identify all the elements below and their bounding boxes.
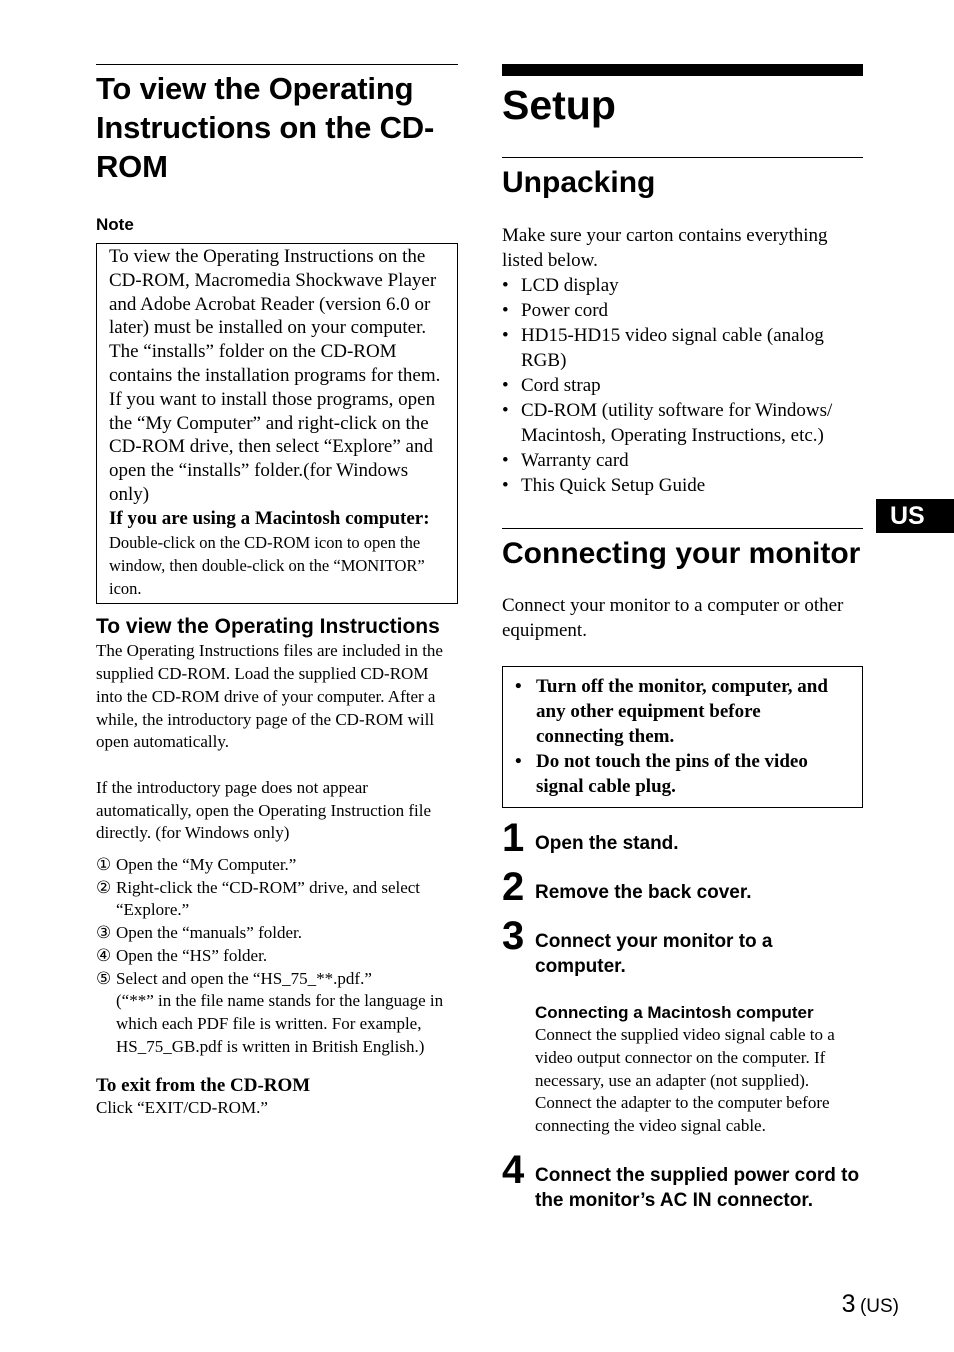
step-number: 1 bbox=[502, 816, 525, 860]
setup-step bbox=[502, 1147, 863, 1213]
view-instructions-heading: To view the Operating Instructions bbox=[96, 615, 440, 639]
chapter-bar bbox=[502, 64, 863, 76]
list-item: • HD15-HD15 video signal cable (analog RGB) bbox=[502, 325, 824, 371]
section-rule bbox=[502, 528, 863, 529]
step-number: 2 bbox=[502, 865, 525, 909]
step-number: 4 bbox=[502, 1147, 525, 1192]
step-text: Open the stand. bbox=[535, 833, 679, 854]
cd-rom-section-title: To view the Operating Instructions on the CD-ROM bbox=[96, 71, 435, 184]
note-paragraph: If you want to install those programs, open the “My Computer” and right-click on the CD-ROM drive, then select “Explore” and open the “installs” folder.(for Windows only) bbox=[109, 388, 436, 505]
left-column bbox=[96, 64, 458, 1120]
section-rule bbox=[502, 157, 863, 158]
circled-number: ⑤ bbox=[96, 968, 112, 989]
setup-step bbox=[502, 816, 863, 860]
setup-step bbox=[502, 865, 863, 909]
carton-items-list bbox=[502, 273, 863, 498]
list-item: ② Right-click the “CD-ROM” drive, and select “Explore.” bbox=[96, 877, 458, 922]
setup-step bbox=[502, 914, 863, 979]
page-number-value: 3 bbox=[841, 1290, 856, 1318]
step-text: Remove the back cover. bbox=[535, 882, 752, 903]
step-number: 3 bbox=[502, 914, 525, 958]
mac-connection-block bbox=[535, 1002, 863, 1138]
note-mac-heading: If you are using a Macintosh computer: bbox=[109, 507, 430, 529]
chapter-title: Setup bbox=[502, 82, 616, 128]
caution-box bbox=[502, 666, 863, 808]
view-paragraph: If the introductory page does not appear automatically, open the Operating Instruction file directly. (for Windows only) bbox=[96, 777, 432, 843]
circled-number: ④ bbox=[96, 945, 112, 966]
mac-text: Connect the supplied video signal cable to a video output connector on the computer. If necessary, use an adapter (not supplied). Connect the adapter to the computer before connecting the video signal cable. bbox=[535, 1025, 835, 1136]
list-item: • Warranty card bbox=[502, 450, 629, 471]
circled-number: ③ bbox=[96, 923, 112, 944]
list-item: ① Open the “My Computer.” bbox=[96, 855, 297, 876]
list-item: • LCD display bbox=[502, 275, 619, 296]
list-item: ④ Open the “HS” folder. bbox=[96, 945, 268, 966]
exit-text: Click “EXIT/CD-ROM.” bbox=[96, 1098, 268, 1118]
list-item: • Do not touch the pins of the video signal cable plug. bbox=[515, 751, 808, 797]
list-item: • Turn off the monitor, computer, and any other equipment before connecting them. bbox=[515, 676, 828, 747]
note-label: Note bbox=[96, 215, 134, 234]
list-item bbox=[96, 990, 458, 1058]
right-column bbox=[502, 64, 863, 1213]
language-tab: US bbox=[876, 499, 954, 533]
cd-steps-list bbox=[96, 854, 458, 1058]
step5-note: (“**” in the file name stands for the language in which each PDF file is written. For example, HS_75_GB.pdf is written in British English.) bbox=[116, 991, 444, 1056]
unpacking-intro: Make sure your carton contains everything listed below. bbox=[502, 225, 828, 271]
list-item: ⑤ Select and open the “HS_75_**.pdf.” bbox=[96, 968, 372, 989]
circled-number: ① bbox=[96, 855, 112, 876]
connecting-intro: Connect your monitor to a computer or other equipment. bbox=[502, 595, 844, 641]
note-mac-text: Double-click on the CD-ROM icon to open the window, then double-click on the “MONITOR” icon. bbox=[109, 532, 425, 599]
note-paragraph: To view the Operating Instructions on the CD-ROM, Macromedia Shockwave Player and Adobe Acrobat Reader (version 6.0 or later) must be installed on your computer. The “installs” folder on the CD-ROM contains the installation programs for them. bbox=[109, 246, 441, 386]
list-item: • This Quick Setup Guide bbox=[502, 475, 706, 496]
exit-heading: To exit from the CD-ROM bbox=[96, 1075, 311, 1097]
list-item: • Cord strap bbox=[502, 375, 601, 396]
section-rule bbox=[96, 64, 458, 65]
note-box bbox=[96, 243, 458, 604]
list-item: • CD-ROM (utility software for Windows/ Macintosh, Operating Instructions, etc.) bbox=[502, 400, 833, 446]
step-text: Connect the supplied power cord to the monitor’s AC IN connector. bbox=[535, 1164, 860, 1211]
view-paragraph: The Operating Instructions files are included in the supplied CD-ROM. Load the supplied CD-ROM into the CD-ROM drive of your computer. After a while, the introductory page of the CD-ROM will open automatically. bbox=[96, 641, 443, 752]
list-item: • Power cord bbox=[502, 300, 609, 321]
list-item: ③ Open the “manuals” folder. bbox=[96, 923, 302, 944]
unpacking-heading: Unpacking bbox=[502, 166, 656, 199]
circled-number: ② bbox=[96, 877, 112, 898]
mac-heading: Connecting a Macintosh computer bbox=[535, 1003, 814, 1022]
page-number-suffix: (US) bbox=[859, 1296, 899, 1317]
connecting-heading: Connecting your monitor bbox=[502, 537, 861, 570]
page-number bbox=[842, 1290, 899, 1319]
step-text: Connect your monitor to a computer. bbox=[535, 931, 773, 977]
